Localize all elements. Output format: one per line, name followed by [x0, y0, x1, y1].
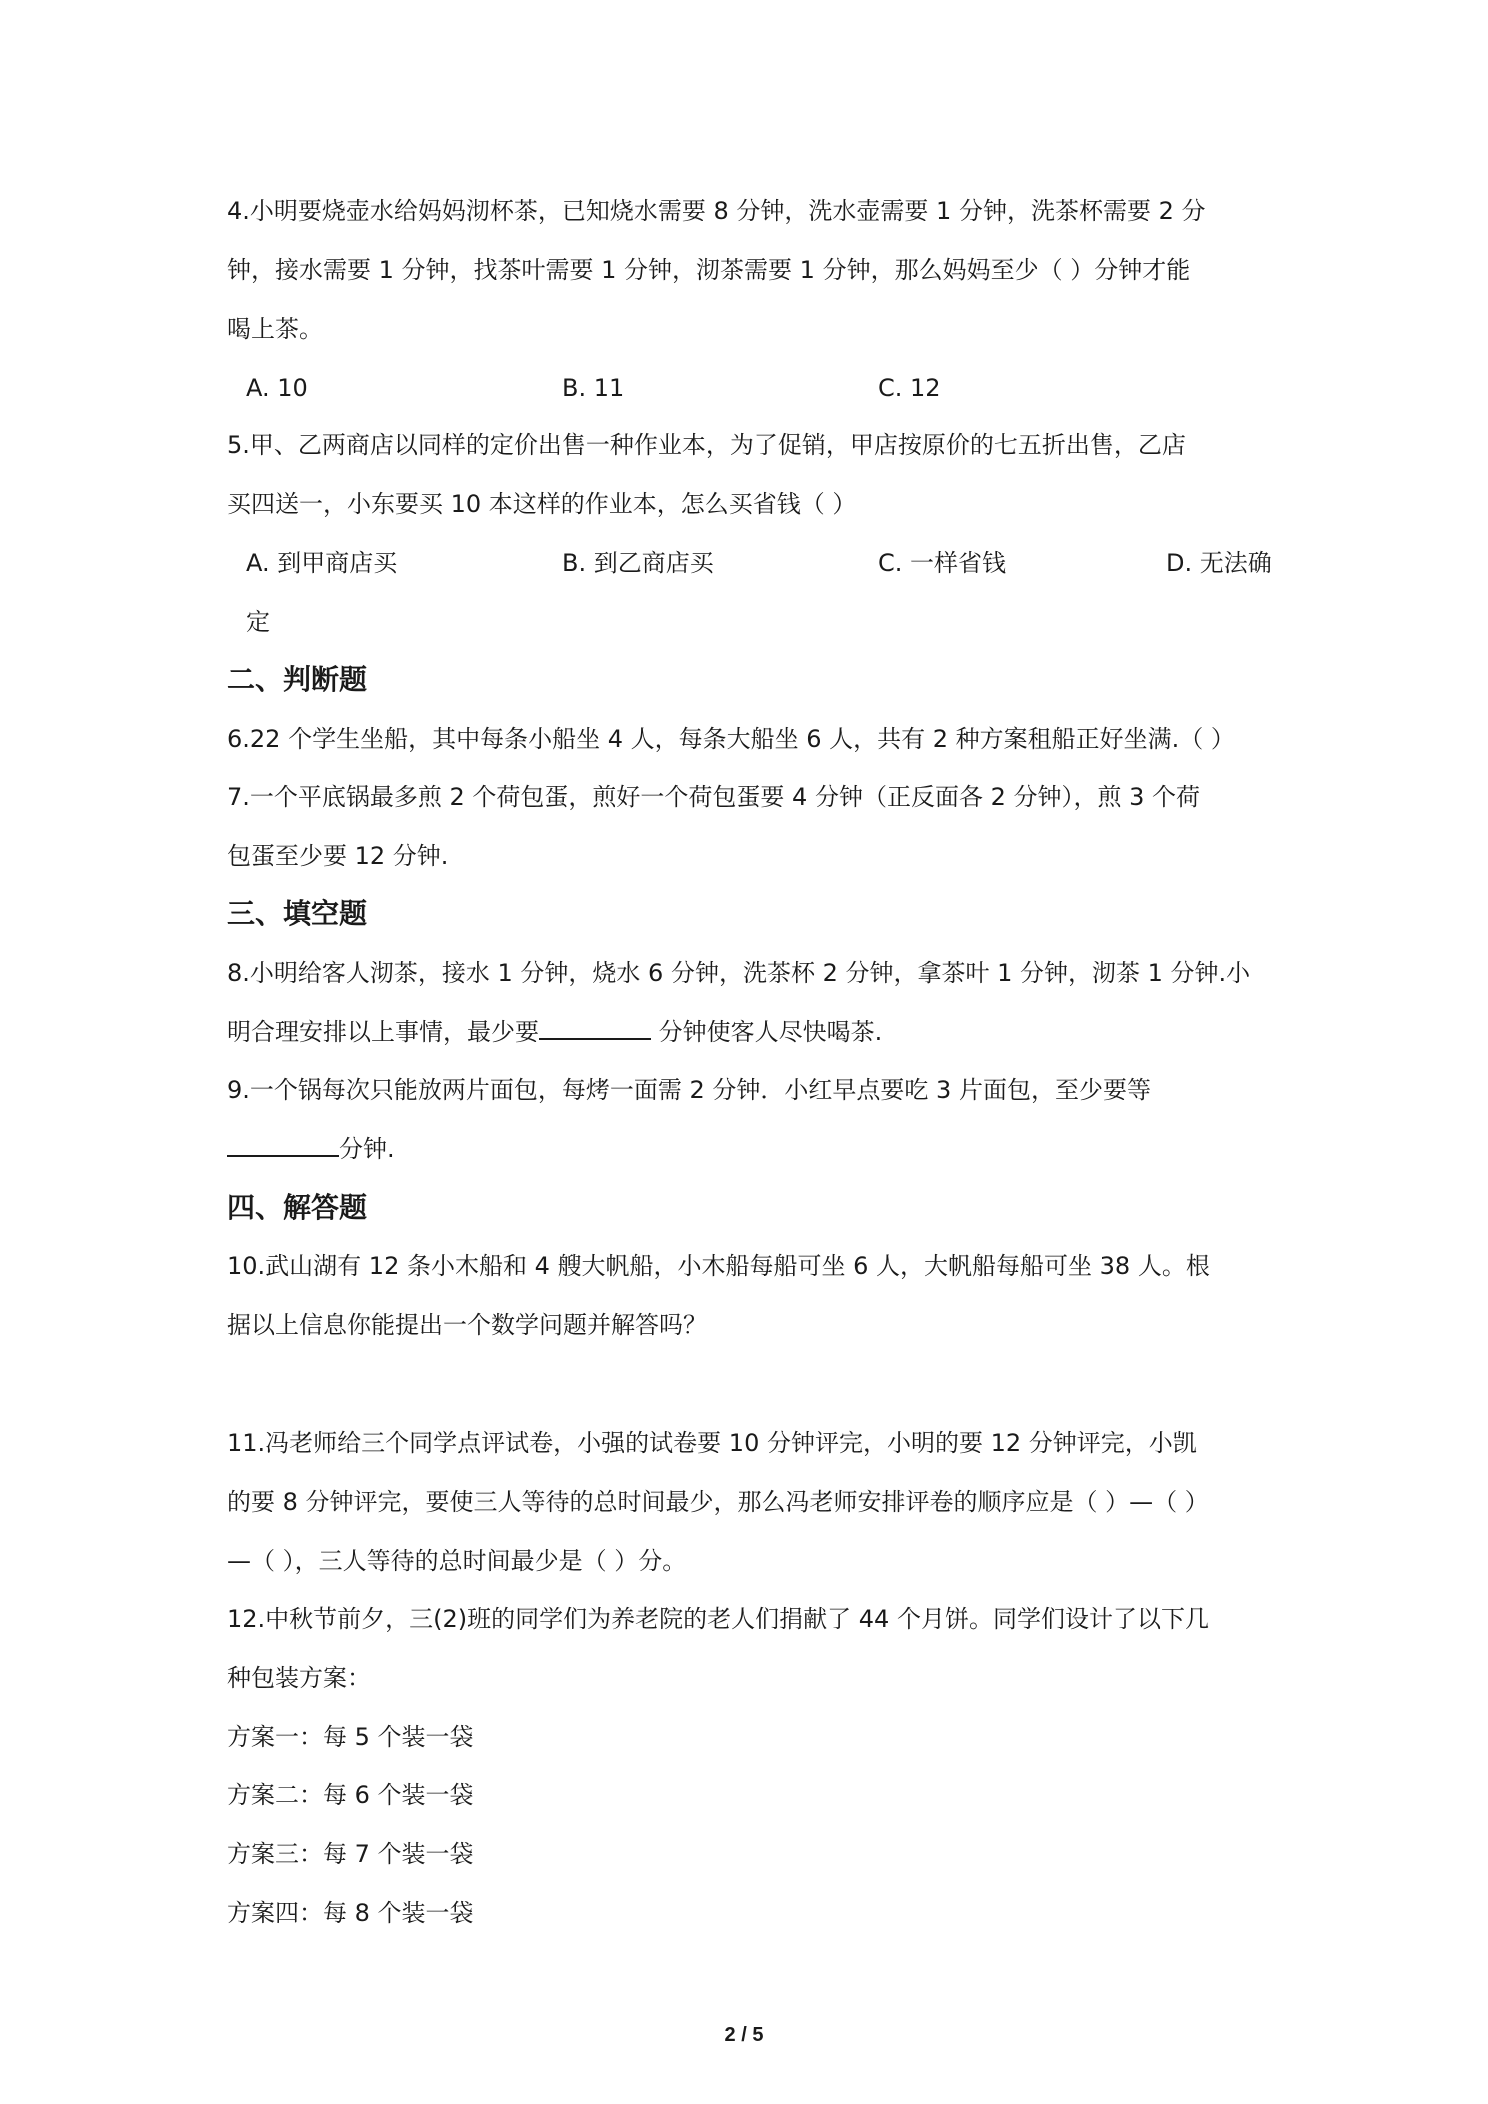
q5-option-b: B. 到乙商店买 — [562, 549, 714, 577]
q8-line-2-after: 分钟使客人尽快喝茶. — [651, 1018, 883, 1046]
q9-line-2-after: 分钟. — [339, 1135, 395, 1163]
q7-line-1: 7.一个平底锅最多煎 2 个荷包蛋，煎好一个荷包蛋要 4 分钟（正反面各 2 分钟），煎 3 个荷 — [227, 783, 1201, 811]
q9-answer-blank[interactable] — [227, 1133, 339, 1157]
q5-line-2: 买四送一，小东要买 10 本这样的作业本，怎么买省钱（ ） — [227, 490, 857, 518]
q12-plan-2: 方案二：每 6 个装一袋 — [227, 1781, 474, 1809]
q4-line-1: 4.小明要烧壶水给妈妈沏杯茶，已知烧水需要 8 分钟，洗水壶需要 1 分钟，洗茶杯需要 2 分 — [227, 197, 1206, 225]
q11-line-2: 的要 8 分钟评完，要使三人等待的总时间最少，那么冯老师安排评卷的顺序应是（ ）—（ ） — [227, 1488, 1209, 1516]
q12-plan-3: 方案三：每 7 个装一袋 — [227, 1840, 474, 1868]
q10-line-2: 据以上信息你能提出一个数学问题并解答吗？ — [227, 1311, 707, 1339]
q12-plan-1: 方案一：每 5 个装一袋 — [227, 1723, 474, 1751]
q5-option-c: C. 一样省钱 — [878, 549, 1007, 577]
q8-answer-blank[interactable] — [539, 1016, 651, 1040]
q4-option-b: B. 11 — [562, 374, 625, 402]
q8-line-1: 8.小明给客人沏茶，接水 1 分钟，烧水 6 分钟，洗茶杯 2 分钟，拿茶叶 1 分钟，沏茶 1 分钟.小 — [227, 959, 1251, 987]
section-heading-fill-blank: 三、填空题 — [227, 897, 368, 930]
q11-line-1: 11.冯老师给三个同学点评试卷，小强的试卷要 10 分钟评完，小明的要 12 分钟评完，小凯 — [227, 1429, 1197, 1457]
q12-line-2: 种包装方案： — [227, 1664, 371, 1692]
q8-line-2-before: 明合理安排以上事情，最少要 — [227, 1018, 539, 1046]
q4-line-2: 钟，接水需要 1 分钟，找茶叶需要 1 分钟，沏茶需要 1 分钟，那么妈妈至少（ ）分钟才能 — [227, 256, 1191, 284]
q5-option-d: D. 无法确 — [1166, 549, 1272, 577]
q12-plan-4: 方案四：每 8 个装一袋 — [227, 1899, 474, 1927]
q12-line-1: 12.中秋节前夕，三(2)班的同学们为养老院的老人们捐献了 44 个月饼。同学们设计了以下几 — [227, 1605, 1209, 1633]
q6-line-1: 6.22 个学生坐船，其中每条小船坐 4 人，每条大船坐 6 人，共有 2 种方案租船正好坐满.（ ） — [227, 725, 1235, 753]
section-heading-solve: 四、解答题 — [227, 1191, 368, 1224]
q5-option-a: A. 到甲商店买 — [246, 549, 398, 577]
q4-option-a: A. 10 — [246, 374, 308, 402]
q5-line-1: 5.甲、乙两商店以同样的定价出售一种作业本，为了促销，甲店按原价的七五折出售，乙店 — [227, 431, 1186, 459]
q5-option-d-continuation: 定 — [246, 608, 270, 636]
q7-line-2: 包蛋至少要 12 分钟. — [227, 842, 449, 870]
q10-line-1: 10.武山湖有 12 条小木船和 4 艘大帆船，小木船每船可坐 6 人，大帆船每船可坐 38 人。根 — [227, 1252, 1210, 1280]
q8-line-2 — [227, 1016, 1277, 1048]
section-heading-judgment: 二、判断题 — [227, 663, 368, 696]
q4-option-c: C. 12 — [878, 374, 941, 402]
page-number: 2 / 5 — [724, 2024, 764, 2046]
q11-line-3: —（ ），三人等待的总时间最少是（ ）分。 — [227, 1547, 687, 1575]
q9-line-1: 9.一个锅每次只能放两片面包，每烤一面需 2 分钟．小红早点要吃 3 片面包，至少要等 — [227, 1076, 1151, 1104]
q9-line-2 — [227, 1133, 1277, 1165]
q4-line-3: 喝上茶。 — [227, 315, 323, 343]
